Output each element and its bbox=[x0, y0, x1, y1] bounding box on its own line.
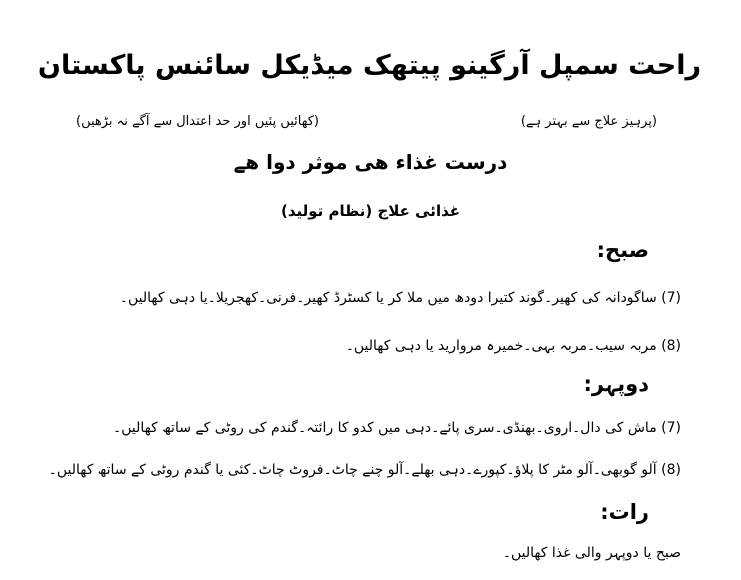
list-item: (7) ماش کی دال۔اروی۔بھنڈی۔سری پائے۔دہی میں کدو کا رائتہ۔گندم کی روٹی کے ساتھ کھالیں۔ bbox=[113, 420, 681, 436]
list-item: صبح یا دوپہر والی غذا کھالیں۔ bbox=[502, 545, 681, 561]
list-item: (8) آلو گوبھی۔آلو مٹر کا پلاؤ۔کپورے۔دہی بھلے۔آلو چنے چاٹ۔فروٹ چاٹ۔کئی یا گندم روٹی کے ساتھ کھالیں۔ bbox=[48, 462, 681, 478]
document-title: راحت سمپل آرگینو پیتھک میڈیکل سائنس پاکستان bbox=[37, 50, 701, 81]
section-heading-afternoon: دوپہر: bbox=[583, 372, 649, 396]
list-item: (7) ساگودانہ کی کھیر۔گوند کتیرا دودھ میں ملا کر یا کسٹرڈ کھیر۔فرنی۔کھجریلا۔یا دہی کھالیں۔ bbox=[119, 290, 681, 306]
list-item: (8) مربہ سیب۔مربہ بہی۔خمیرہ مروارید یا دہی کھالیں۔ bbox=[345, 338, 681, 354]
document-sub-subheading: غذائی علاج (نظام تولید) bbox=[280, 202, 460, 220]
note-moderation: (کھائیں پئیں اور حد اعتدال سے آگے نہ بڑھیں) bbox=[76, 114, 319, 129]
section-heading-morning: صبح: bbox=[596, 238, 649, 262]
note-prevention: (پرہیز علاج سے بہتر ہے) bbox=[520, 114, 657, 129]
section-heading-night: رات: bbox=[600, 500, 649, 524]
document-subheading: درست غذاء ھی موثر دوا ھے bbox=[233, 150, 508, 174]
